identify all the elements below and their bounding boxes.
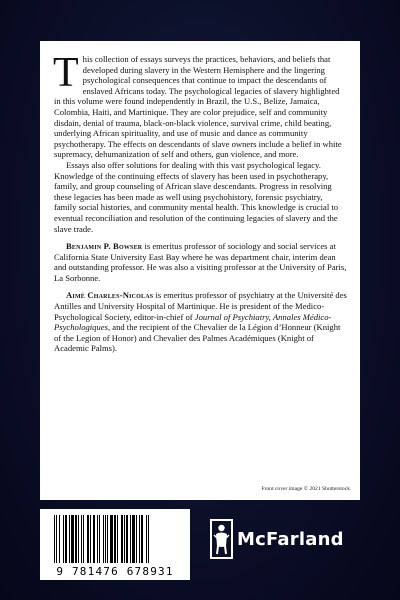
barcode-bar [146,515,147,563]
blurb-paragraph-2: Essays also offer solutions for dealing with this vast psychological legacy. Knowledge of the continuing effects of slavery has been used in psychotherapy, family, and group counseling of African slave descendants. Progress in resolving these legacies has been made as well using psychohistory, forensic psychiatry, family social histories, and community mental health. This knowledge is crucial to eventual reconciliation and resolution of the continuing legacies of slavery and the slave trade. [54,159,339,234]
cover-image-credit: Front cover image © 2021 Shutterstock [261,486,350,492]
barcode-bar [78,515,79,563]
isbn-number: 9 781476 678931 [56,565,174,578]
barcode-bar [97,515,98,563]
barcode-bar [139,515,140,563]
barcode-bar [114,515,116,563]
barcode-bar [59,515,60,563]
barcode-bar [56,515,57,563]
blurb-paragraph-1-text: his collection of essays surveys the practices, behaviors, and beliefs that developed during slavery in the Western Hemisphere and the lingering psychological consequences that continue to impact the descendants of enslaved Africans today. The psychological legacies of slavery highlighted in this volume were found independently in Brazil, the U.S., Belize, Jamaica, Colombia, Haiti, and Martinique. They are color prejudice, self and community disdain, denial of trauma, black-on-black violence, survival crime, child beating, underlying African spirituality, and use of music and dance as community psychotherapy. The effects on descendants of slave owners include a belief in white supremacy, dehumanization of self and others, gun violence, and more. [54,54,342,160]
author-bio-text-end: , and the recipient of the Chevalier de la Légion d’Honneur (Knight of the Legion of Honor) and Chevalier des Palmes Académiques (Knight of Academic Palms). [54,322,341,354]
isbn-barcode [40,509,190,580]
barcode-bar [117,515,118,563]
barcode-bar [69,515,70,563]
barcode-bar [103,515,104,563]
barcode-bar [54,515,55,563]
author-name: Aimé Charles-Nicolas [66,290,154,301]
barcode-bar [87,515,89,563]
barcode-bar [124,515,125,563]
barcode-bars [54,515,176,563]
barcode-bar [141,515,143,563]
barcode-bar [121,515,123,563]
barcode-bar [75,515,77,563]
publisher-logo [210,519,344,559]
author-bio-text: is emeritus professor of sociology and social services at California State University East Bay where he was department chair, interim dean and outstanding professor. He was also a visiting professor at the University of Paris, La Sorbonne. [54,241,347,283]
author-bio-charles-nicolas [54,290,347,354]
barcode-bar [105,515,106,563]
barcode-bar [132,515,135,563]
drop-cap: T [53,50,79,96]
author-name: Benjamin P. Bowser [66,241,143,252]
blurb-paragraph-1 [53,50,347,160]
barcode-bar [107,515,108,563]
barcode-bar [93,515,95,563]
barcode-bar [136,515,137,563]
barcode-bar [63,515,64,563]
barcode-bar [148,515,149,563]
barcode-bar [90,515,91,563]
barcode-bar [83,515,84,563]
back-cover-text-panel [40,41,360,500]
barcode-bar [130,515,131,563]
journal-title: Journal of Psychiatry, Annales Médico-Psychologiques [54,311,332,333]
barcode-bar [110,515,113,563]
barcode-bar [65,515,67,563]
barcode-bar [81,515,82,563]
barcode-bar [71,515,74,563]
barcode-bar [126,515,128,563]
author-bio-text: is emeritus professor of psychiatry at the Université des Antilles and University Hospital of Martinique. He is president of the Medico-Psychological Society, editor-in-chief of [54,290,347,322]
publisher-name: McFarland [237,528,344,550]
mcfarland-logo-icon [210,519,233,559]
author-bio-bowser [54,241,347,283]
barcode-bar [99,515,100,563]
